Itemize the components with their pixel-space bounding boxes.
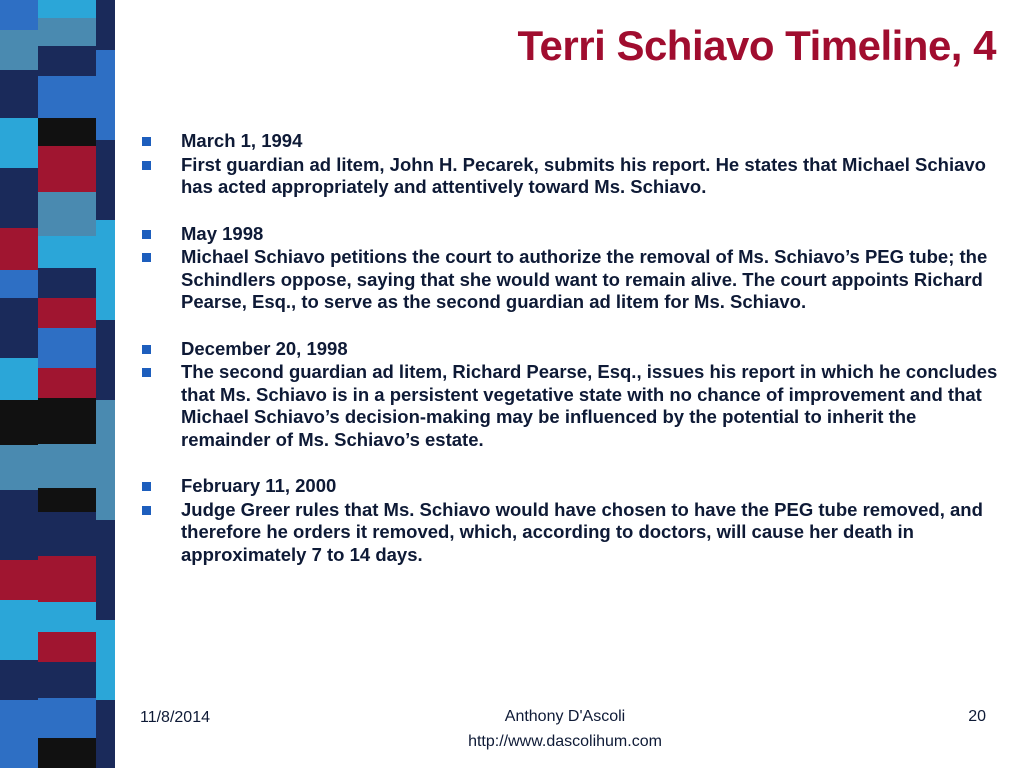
bullet-item xyxy=(140,475,1000,498)
entry-text: Judge Greer rules that Ms. Schiavo would have chosen to have the PEG tube removed, and therefore he orders it removed, which, according to doctors, will cause her death in approximately 7 to 14 days. xyxy=(181,498,983,565)
bullet-item xyxy=(140,130,1000,153)
entry-date: May 1998 xyxy=(181,222,264,244)
square-bullet-icon xyxy=(142,161,151,170)
entry-date: December 20, 1998 xyxy=(181,337,348,359)
footer-author: Anthony D'Ascoli xyxy=(504,708,626,725)
timeline-entry xyxy=(140,338,1000,452)
stripe-column-middle xyxy=(38,0,96,768)
slide-content xyxy=(140,130,1000,590)
bullet-item xyxy=(140,154,1000,199)
square-bullet-icon xyxy=(142,482,151,491)
bullet-item xyxy=(140,338,1000,361)
entry-text: Michael Schiavo petitions the court to authorize the removal of Ms. Schiavo’s PEG tube; the Schindlers oppose, saying that she would want to remain alive. The court appoints Richard Pearse, Esq., to serve as the second guardian ad litem for Ms. Schiavo. xyxy=(181,246,988,312)
square-bullet-icon xyxy=(142,368,151,377)
square-bullet-icon xyxy=(142,253,151,262)
bullet-item xyxy=(140,223,1000,246)
footer-author-block xyxy=(400,704,730,754)
bullet-item xyxy=(140,361,1000,451)
timeline-entry xyxy=(140,475,1000,566)
bullet-item xyxy=(140,246,1000,314)
square-bullet-icon xyxy=(142,137,151,146)
stripe-column-right xyxy=(96,0,115,768)
stripe-column-left xyxy=(0,0,38,768)
entry-text: The second guardian ad litem, Richard Pearse, Esq., issues his report in which he concludes that Ms. Schiavo is in a persistent vegetative state with no chance of improvement and that Michael Schiavo’s decision-making may be influenced by the potential to inherit the remainder of Ms. Schiavo’s estate. xyxy=(181,361,998,450)
entry-date: March 1, 1994 xyxy=(181,130,303,151)
footer-url: http://www.dascolihum.com xyxy=(468,733,662,750)
decorative-stripes xyxy=(0,0,115,768)
entry-date: February 11, 2000 xyxy=(181,475,337,496)
bullet-item xyxy=(140,499,1000,567)
square-bullet-icon xyxy=(142,230,151,239)
timeline-entry xyxy=(140,130,1000,199)
slide-title: Terri Schiavo Timeline, 4 xyxy=(517,22,996,69)
entry-text: First guardian ad litem, John H. Pecarek, submits his report. He states that Michael Schiavo has acted appropriately and attentively toward Ms. Schiavo. xyxy=(181,153,986,197)
footer-date: 11/8/2014 xyxy=(140,709,210,726)
square-bullet-icon xyxy=(142,345,151,354)
timeline-entry xyxy=(140,223,1000,314)
square-bullet-icon xyxy=(142,506,151,515)
page-number: 20 xyxy=(968,708,986,725)
